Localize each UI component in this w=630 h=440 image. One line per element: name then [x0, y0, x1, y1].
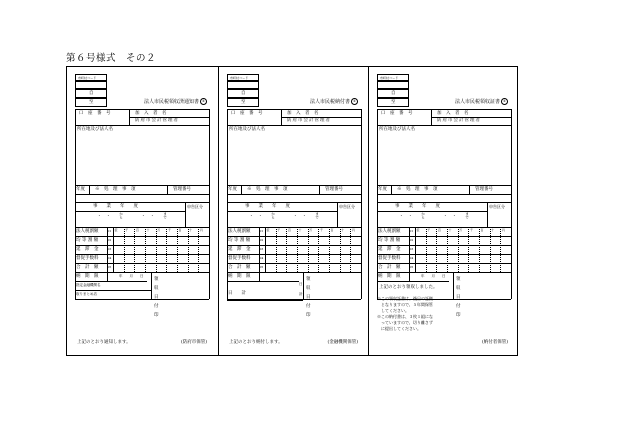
rule — [409, 272, 410, 281]
amount-row-code: 01 — [259, 229, 264, 233]
control-number-label: 管理番号 — [173, 187, 191, 192]
rule — [75, 185, 209, 186]
receipt-note: っていますので、切り離さず — [377, 320, 433, 325]
amount-row-label: 督促手数料 — [378, 255, 401, 261]
rule — [377, 281, 449, 282]
rule — [89, 185, 90, 194]
payer-label: 加 入 者 名 — [135, 111, 167, 116]
city-code-label: 市町村コード — [380, 76, 399, 80]
rule — [391, 185, 392, 194]
rule — [227, 281, 299, 282]
rule — [188, 227, 189, 272]
rule — [198, 227, 199, 272]
amount-row-label: 延 滞 金 — [76, 246, 99, 252]
footer-right: (防府市保管) — [180, 340, 207, 345]
unit-header: 億 — [266, 227, 270, 232]
amount-row-label: 延 滞 金 — [228, 246, 251, 252]
to-mark: まで — [163, 212, 168, 219]
rule — [227, 202, 361, 203]
fiscal-year-label: 年度 — [76, 187, 85, 192]
city-code-box — [377, 74, 409, 81]
deadline-label: 納 期 限 — [228, 274, 251, 279]
unit-header: 万 — [459, 227, 463, 232]
fiscal-year-label: 年度 — [378, 187, 387, 192]
rule — [377, 125, 511, 126]
receipt-note: してください。 — [377, 308, 409, 313]
receipt-note: ※この領収証書は、後日の証拠 — [377, 296, 433, 301]
rule — [227, 109, 361, 110]
city-code-value-box — [227, 81, 259, 89]
amount-row-label: 合 計 額 — [228, 264, 251, 270]
footer-left: 上記のとおり通知します。 — [77, 340, 131, 345]
slip-title — [455, 98, 508, 105]
rule — [415, 227, 416, 272]
rule — [265, 227, 266, 272]
stamp-char: 収 — [456, 286, 461, 291]
return-class-label: 申告区分 — [339, 204, 355, 209]
rule — [227, 211, 337, 212]
year-to-dots: ・ ・ — [141, 214, 155, 219]
rule — [303, 272, 304, 299]
unit-header: 千 — [319, 227, 323, 232]
deadline-label: 納 期 限 — [76, 274, 99, 279]
unit-header: 十 — [298, 227, 302, 232]
rule — [286, 227, 287, 272]
rule — [227, 263, 361, 264]
unit-header: 億 — [416, 227, 420, 232]
amount-row-label: 均 等 割 額 — [378, 237, 401, 243]
business-year-label: 事 業 年 度 — [395, 204, 440, 209]
bank-field-label: 指定金融機関名 — [76, 283, 101, 287]
slip-title-text: 法人市民税納付書 — [309, 99, 350, 105]
rule — [329, 227, 330, 272]
rule — [75, 211, 185, 212]
from-mark: から — [421, 212, 426, 219]
rule — [436, 227, 437, 272]
rule — [377, 236, 511, 237]
deadline-date: 年 月 日 — [119, 274, 144, 278]
processing-items-label: ※ 処 理 事 項 — [397, 187, 438, 192]
amount-row-label: 督促手数料 — [228, 255, 251, 261]
from-mark: から — [271, 212, 276, 219]
unit-header: 円 — [501, 227, 505, 232]
rule — [75, 290, 151, 291]
unit-header: 円 — [199, 227, 203, 232]
rule — [151, 272, 152, 299]
rule — [75, 281, 147, 282]
from-label: 自 — [89, 91, 94, 96]
to-label: 至 — [241, 100, 246, 105]
rule — [227, 254, 361, 255]
rule — [227, 125, 361, 126]
rule — [377, 185, 511, 186]
business-year-label: 事 業 年 度 — [245, 204, 290, 209]
year-from-dots: ・ ・ — [399, 214, 413, 219]
unit-header: 十 — [146, 227, 150, 232]
city-code-label: 市町村コード — [230, 76, 249, 80]
rule — [75, 272, 209, 273]
rule — [227, 185, 361, 186]
payer-name: 防府市会計管理者 — [135, 118, 179, 123]
unit-header: 千 — [167, 227, 171, 232]
stamp-char: 印 — [456, 313, 461, 318]
footer-right: (金融機関保管) — [327, 340, 358, 345]
rule — [166, 227, 167, 272]
amount-row-label: 均 等 割 額 — [76, 237, 99, 243]
receipt-note: となりますので、５年間保管 — [377, 302, 433, 307]
amount-row-code: 01 — [409, 229, 414, 233]
rule — [511, 109, 512, 299]
panel-notice — [67, 67, 218, 355]
rule — [75, 254, 209, 255]
rule — [167, 185, 168, 194]
rule — [377, 109, 378, 299]
rule — [318, 227, 319, 272]
panel-receipt — [368, 67, 519, 355]
payer-name: 防府市会計管理者 — [437, 118, 481, 123]
copy-number-badge: ② — [502, 99, 507, 103]
unit-header: 千 — [277, 227, 281, 232]
rule — [75, 299, 151, 300]
stamp-char: 付 — [154, 304, 159, 309]
rule — [487, 202, 488, 227]
unit-header: 十 — [448, 227, 452, 232]
unit-header: 百 — [437, 227, 441, 232]
processing-items-label: ※ 処 理 事 項 — [95, 187, 136, 192]
payer-label: 加 入 者 名 — [287, 111, 319, 116]
amount-row-label: 法人税割額 — [76, 228, 99, 234]
amount-row-label: 均 等 割 額 — [228, 237, 251, 243]
bank-field-label: 取りまとめ店 — [76, 292, 97, 296]
receipt-note: ※この納付書は、３枚１組にな — [377, 314, 433, 319]
rule — [185, 202, 186, 227]
rule — [377, 202, 511, 203]
rule — [241, 185, 242, 194]
rule — [107, 272, 108, 281]
stamp-char: 収 — [154, 286, 159, 291]
stamp-char: 領 — [456, 277, 461, 282]
amount-row-code: 05 — [259, 265, 264, 269]
unit-header: 十 — [189, 227, 193, 232]
amount-row-label: 延 滞 金 — [378, 246, 401, 252]
rule — [259, 272, 260, 281]
footer-left: 上記のとおり納付します。 — [229, 340, 283, 345]
rule — [479, 227, 480, 272]
amount-row-code: 04 — [107, 256, 112, 260]
rule — [75, 109, 76, 299]
unit-header: 千 — [125, 227, 129, 232]
rule — [447, 227, 448, 272]
stamp-char: 日 — [456, 295, 461, 300]
copy-number-badge: ② — [201, 99, 206, 103]
receipt-note: に提出してください。 — [377, 326, 421, 331]
rule — [113, 227, 114, 272]
rule — [75, 245, 209, 246]
account-number-label: 口 座 番 号 — [381, 111, 413, 116]
from-mark: から — [119, 212, 124, 219]
rule — [75, 263, 209, 264]
rule — [361, 109, 362, 299]
rule — [377, 194, 511, 195]
stamp-char: 領 — [306, 277, 311, 282]
form-sheet — [66, 66, 518, 356]
city-code-box — [227, 74, 259, 81]
to-label: 至 — [89, 100, 94, 105]
amount-row-code: 03 — [259, 247, 264, 251]
address-label: 所在地及び法人名 — [77, 127, 113, 132]
stamp-char: 印 — [306, 313, 311, 318]
stamp-char: 付 — [306, 304, 311, 309]
to-mark: まで — [465, 212, 470, 219]
rule — [145, 227, 146, 272]
amount-row-label: 法人税割額 — [378, 228, 401, 234]
rule — [75, 109, 209, 110]
amount-row-code: 03 — [409, 247, 414, 251]
rule — [377, 263, 511, 264]
rule — [350, 227, 351, 272]
unit-header: 百 — [480, 227, 484, 232]
rule — [377, 272, 511, 273]
rule — [377, 245, 511, 246]
copy-number-badge: ② — [352, 99, 357, 103]
rule — [426, 227, 427, 272]
rule — [377, 109, 511, 110]
rule — [227, 236, 361, 237]
amount-row-code: 04 — [409, 256, 414, 260]
stamp-char: 領 — [154, 277, 159, 282]
rule — [500, 227, 501, 272]
rule — [409, 227, 410, 272]
rule — [107, 227, 108, 272]
rule — [209, 109, 210, 299]
amount-row-code: 05 — [409, 265, 414, 269]
stamp-char: 日 — [154, 295, 159, 300]
account-number-label: 口 座 番 号 — [79, 111, 111, 116]
rule — [75, 125, 209, 126]
unit-header: 千 — [427, 227, 431, 232]
city-code-box — [75, 74, 107, 81]
rule — [453, 272, 454, 299]
total-mark: 計 — [299, 292, 303, 296]
rule — [75, 194, 209, 195]
rule — [469, 185, 470, 194]
amount-row-code: 05 — [107, 265, 112, 269]
daily-total-label: 日 計 — [228, 291, 246, 296]
slip-title — [144, 98, 207, 105]
rule — [297, 227, 298, 272]
stamp-char: 収 — [306, 286, 311, 291]
day-mark: 日 — [299, 282, 303, 286]
rule — [156, 227, 157, 272]
city-code-label: 市町村コード — [78, 76, 97, 80]
unit-header: 万 — [309, 227, 313, 232]
city-code-value-box — [75, 81, 107, 89]
unit-header: 百 — [135, 227, 139, 232]
return-class-label: 申告区分 — [187, 204, 203, 209]
rule — [337, 202, 338, 227]
rule — [227, 300, 303, 301]
processing-items-label: ※ 処 理 事 項 — [247, 187, 288, 192]
rule — [75, 202, 209, 203]
rule — [259, 227, 260, 272]
amount-row-label: 法人税割額 — [228, 228, 251, 234]
from-label: 自 — [391, 91, 396, 96]
deadline-label: 納 期 限 — [378, 274, 401, 279]
rule — [75, 236, 209, 237]
unit-header: 百 — [178, 227, 182, 232]
deadline-date: 年 月 日 — [421, 274, 446, 278]
rule — [276, 227, 277, 272]
city-code-value-box — [377, 81, 409, 89]
amount-row-code: 03 — [107, 247, 112, 251]
to-label: 至 — [391, 100, 396, 105]
rule — [177, 227, 178, 272]
slip-title-text: 法人市民税領収済通知書 — [143, 99, 199, 105]
rule — [134, 227, 135, 272]
control-number-label: 管理番号 — [325, 187, 343, 192]
control-number-label: 管理番号 — [475, 187, 493, 192]
year-to-dots: ・ ・ — [443, 214, 457, 219]
account-number-label: 口 座 番 号 — [231, 111, 263, 116]
unit-header: 万 — [157, 227, 161, 232]
fiscal-year-label: 年度 — [228, 187, 237, 192]
rule — [340, 227, 341, 272]
amount-row-code: 02 — [409, 238, 414, 242]
amount-row-label: 合 計 額 — [76, 264, 99, 270]
rule — [319, 185, 320, 194]
stamp-char: 付 — [456, 304, 461, 309]
stamp-char: 印 — [154, 313, 159, 318]
unit-header: 千 — [469, 227, 473, 232]
amount-row-code: 04 — [259, 256, 264, 260]
rule — [377, 211, 487, 212]
rule — [227, 109, 228, 299]
payer-label: 加 入 者 名 — [437, 111, 469, 116]
amount-row-label: 合 計 額 — [378, 264, 401, 270]
unit-header: 百 — [287, 227, 291, 232]
address-label: 所在地及び法人名 — [229, 127, 265, 132]
unit-header: 円 — [351, 227, 355, 232]
rule — [490, 227, 491, 272]
panel-payment — [218, 67, 369, 355]
unit-header: 十 — [491, 227, 495, 232]
payer-name: 防府市会計管理者 — [287, 118, 331, 123]
stamp-char: 日 — [306, 295, 311, 300]
year-to-dots: ・ ・ — [293, 214, 307, 219]
business-year-label: 事 業 年 度 — [93, 204, 138, 209]
unit-header: 十 — [341, 227, 345, 232]
amount-row-label: 督促手数料 — [76, 255, 99, 261]
slip-title-text: 法人市民税領収証書 — [454, 99, 500, 105]
footer-right: (納付者保管) — [481, 340, 508, 345]
rule — [227, 272, 361, 273]
form-title: 第６号様式 その２ — [66, 53, 157, 64]
rule — [227, 194, 361, 195]
rule — [377, 254, 511, 255]
year-from-dots: ・ ・ — [249, 214, 263, 219]
rule — [227, 245, 361, 246]
rule — [458, 227, 459, 272]
address-label: 所在地及び法人名 — [379, 127, 415, 132]
rule — [308, 227, 309, 272]
amount-row-code: 02 — [259, 238, 264, 242]
unit-header: 百 — [330, 227, 334, 232]
rule — [124, 227, 125, 272]
from-label: 自 — [241, 91, 246, 96]
to-mark: まで — [315, 212, 320, 219]
received-text: 上記のとおり領収しました。 — [379, 285, 438, 290]
slip-title — [310, 98, 358, 105]
amount-row-code: 01 — [107, 229, 112, 233]
return-class-label: 申告区分 — [489, 204, 505, 209]
year-from-dots: ・ ・ — [97, 214, 111, 219]
unit-header: 億 — [114, 227, 118, 232]
rule — [468, 227, 469, 272]
amount-row-code: 02 — [107, 238, 112, 242]
